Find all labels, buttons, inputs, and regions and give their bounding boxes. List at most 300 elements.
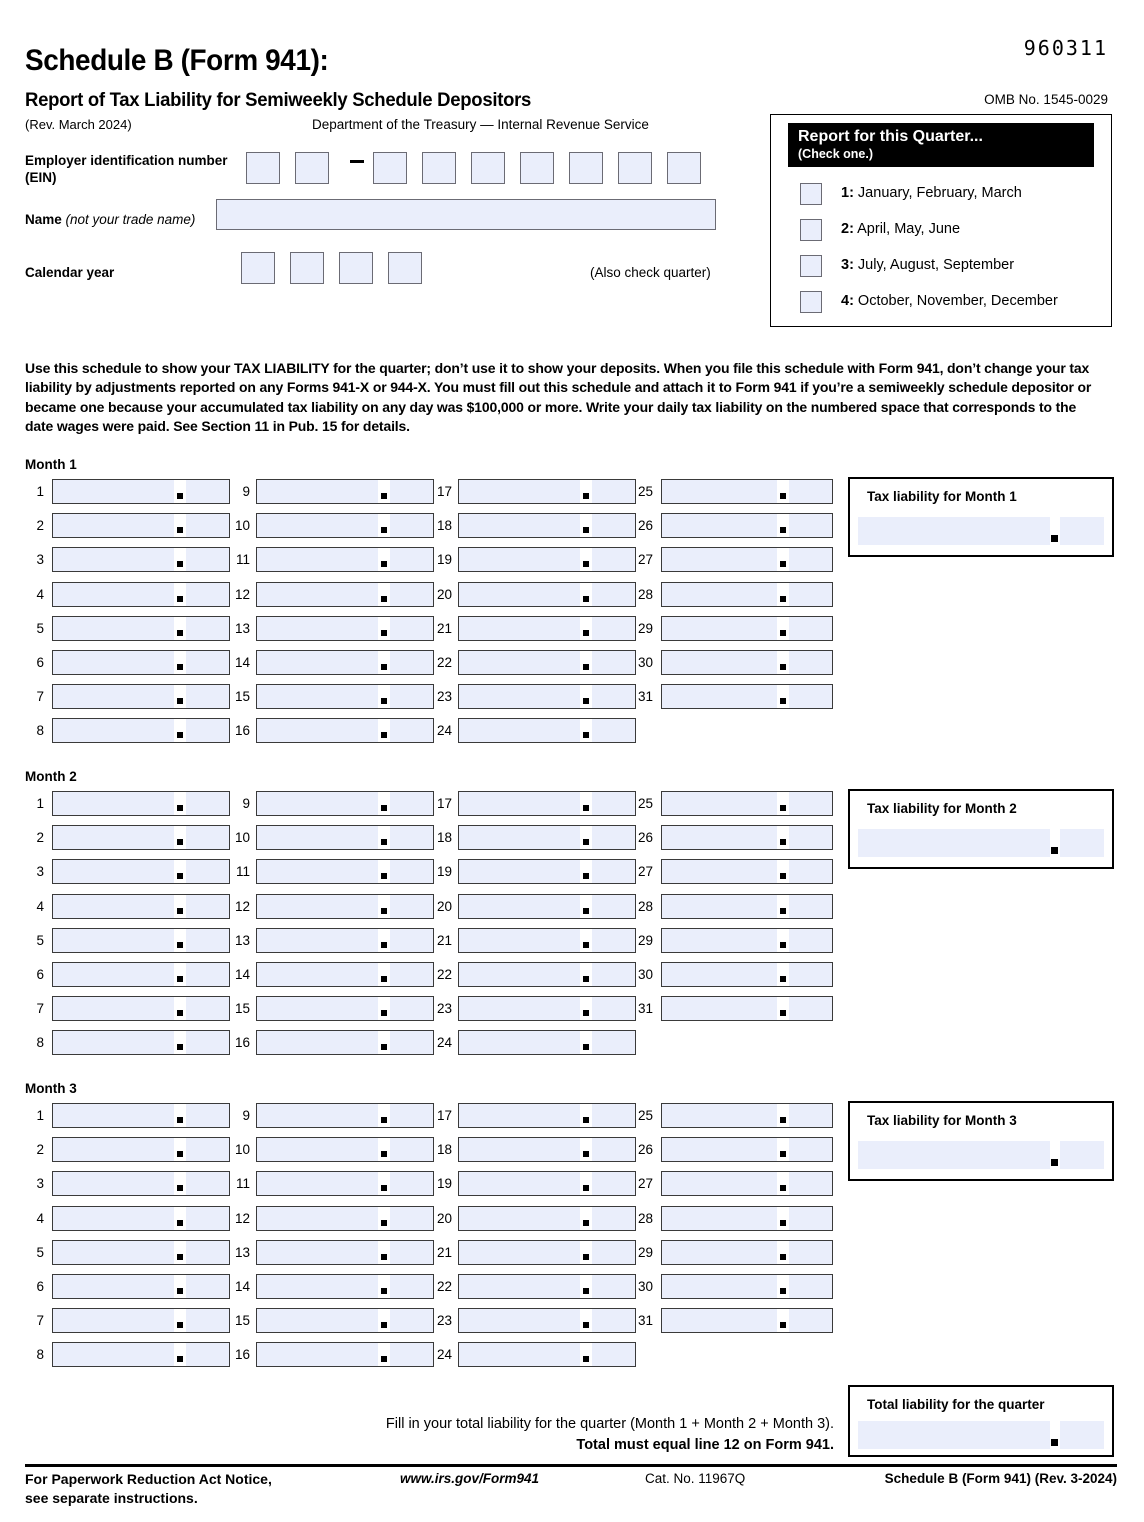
day-amount-input-m2-d22[interactable]: [458, 962, 636, 987]
decimal-gap: [580, 1171, 592, 1196]
decimal-gap: [378, 718, 390, 743]
decimal-gap: [580, 513, 592, 538]
day-number-m3-d2: 2: [36, 1142, 44, 1158]
tax-liability-cents-input-month-3[interactable]: [1060, 1141, 1104, 1169]
day-amount-input-m2-d20[interactable]: [458, 894, 636, 919]
day-amount-input-m2-d18[interactable]: [458, 825, 636, 850]
decimal-gap: [378, 1137, 390, 1162]
quarter-option-3[interactable]: [788, 255, 1098, 279]
decimal-gap: [378, 1030, 390, 1055]
day-number-m2-d26: 26: [637, 830, 653, 846]
decimal-gap: [580, 962, 592, 987]
day-amount-input-m3-d11[interactable]: [256, 1171, 434, 1196]
day-amount-input-m2-d27[interactable]: [661, 859, 833, 884]
decimal-gap: [174, 859, 186, 884]
decimal-gap: [580, 894, 592, 919]
decimal-gap: [580, 1274, 592, 1299]
calendar-year-digit-3[interactable]: [339, 252, 373, 284]
day-number-m3-d15: 15: [234, 1313, 250, 1329]
total-liability-box: [848, 1385, 1114, 1457]
day-number-m3-d19: 19: [436, 1176, 452, 1192]
decimal-point-icon: [780, 1010, 786, 1016]
decimal-gap: [174, 582, 186, 607]
ein-digit-5[interactable]: [471, 152, 505, 184]
day-amount-input-m1-d10[interactable]: [256, 513, 434, 538]
decimal-point-icon: [177, 698, 183, 704]
day-amount-input-m1-d1[interactable]: [52, 479, 230, 504]
decimal-point-icon: [381, 630, 387, 636]
day-amount-input-m1-d13[interactable]: [256, 616, 434, 641]
day-amount-input-m2-d30[interactable]: [661, 962, 833, 987]
decimal-gap: [777, 996, 789, 1021]
day-number-m1-d16: 16: [234, 723, 250, 739]
day-amount-input-m1-d2[interactable]: [52, 513, 230, 538]
name-label-hint: (not your trade name): [65, 212, 196, 227]
quarter-checkbox-4[interactable]: [800, 291, 822, 313]
day-amount-input-m2-d24[interactable]: [458, 1030, 636, 1055]
decimal-gap: [580, 996, 592, 1021]
day-number-m1-d22: 22: [436, 655, 452, 670]
day-amount-input-m1-d15[interactable]: [256, 684, 434, 709]
day-amount-input-m1-d22[interactable]: [458, 650, 636, 675]
day-amount-input-m1-d28[interactable]: [661, 582, 833, 607]
day-amount-input-m2-d11[interactable]: [256, 859, 434, 884]
day-amount-input-m1-d6[interactable]: [52, 650, 230, 675]
day-number-m1-d8: 8: [36, 723, 44, 739]
day-amount-input-m1-d11[interactable]: [256, 547, 434, 572]
decimal-point-icon: [381, 1356, 387, 1362]
day-amount-input-m3-d17[interactable]: [458, 1103, 636, 1128]
decimal-gap: [580, 650, 592, 675]
decimal-point-icon: [583, 493, 589, 499]
quarter-option-label-2: 2: April, May, June: [841, 221, 961, 237]
decimal-gap: [777, 1240, 789, 1265]
day-amount-input-m2-d23[interactable]: [458, 996, 636, 1021]
day-amount-input-m3-d9[interactable]: [256, 1103, 434, 1128]
decimal-point-icon: [583, 1151, 589, 1157]
decimal-gap: [777, 1206, 789, 1231]
day-number-m2-d28: 28: [637, 898, 653, 914]
day-number-m1-d26: 26: [637, 518, 653, 534]
day-amount-input-m2-d2[interactable]: [52, 825, 230, 850]
decimal-point-icon: [381, 732, 387, 738]
day-amount-input-m3-d3[interactable]: [52, 1171, 230, 1196]
decimal-point-icon: [381, 1185, 387, 1191]
day-amount-input-m2-d17[interactable]: [458, 791, 636, 816]
day-amount-input-m3-d20[interactable]: [458, 1206, 636, 1231]
tax-liability-input-month-2[interactable]: [858, 829, 1050, 857]
ein-digit-8[interactable]: [618, 152, 652, 184]
day-number-m1-d30: 30: [637, 655, 653, 670]
decimal-gap: [174, 1240, 186, 1265]
decimal-point-icon: [780, 839, 786, 845]
decimal-point-icon: [177, 942, 183, 948]
decimal-point-icon: [381, 1220, 387, 1226]
day-amount-input-m3-d21[interactable]: [458, 1240, 636, 1265]
decimal-gap: [777, 894, 789, 919]
decimal-gap: [777, 513, 789, 538]
decimal-point-icon: [177, 908, 183, 914]
day-number-m3-d13: 13: [234, 1244, 250, 1260]
day-amount-input-m3-d30[interactable]: [661, 1274, 833, 1299]
ein-dash-separator: [350, 160, 364, 163]
day-amount-input-m3-d1[interactable]: [52, 1103, 230, 1128]
decimal-point-icon: [583, 1322, 589, 1328]
day-number-m1-d21: 21: [436, 620, 452, 636]
day-amount-input-m3-d19[interactable]: [458, 1171, 636, 1196]
decimal-gap: [378, 1308, 390, 1333]
day-amount-input-m1-d27[interactable]: [661, 547, 833, 572]
decimal-gap: [174, 962, 186, 987]
decimal-gap: [174, 1103, 186, 1128]
decimal-point-icon: [583, 976, 589, 982]
day-number-m3-d28: 28: [637, 1210, 653, 1226]
quarter-checkbox-3[interactable]: [800, 255, 822, 277]
decimal-point-icon: [583, 1117, 589, 1123]
decimal-gap: [378, 650, 390, 675]
day-amount-input-m3-d6[interactable]: [52, 1274, 230, 1299]
day-amount-input-m3-d25[interactable]: [661, 1103, 833, 1128]
day-amount-input-m1-d30[interactable]: [661, 650, 833, 675]
day-number-m1-d15: 15: [234, 689, 250, 705]
day-number-m3-d17: 17: [436, 1108, 452, 1123]
decimal-point-icon: [381, 1044, 387, 1050]
decimal-gap: [580, 616, 592, 641]
month-label-2: Month 2: [25, 769, 77, 784]
day-amount-input-m3-d28[interactable]: [661, 1206, 833, 1231]
calendar-year-digit-4[interactable]: [388, 252, 422, 284]
day-amount-input-m1-d4[interactable]: [52, 582, 230, 607]
day-amount-input-m2-d14[interactable]: [256, 962, 434, 987]
decimal-point-icon: [583, 561, 589, 567]
decimal-point-icon: [780, 493, 786, 499]
total-liability-decimal-point: [1051, 1439, 1058, 1446]
decimal-point-icon: [381, 1117, 387, 1123]
quarter-option-number-3: 3:: [841, 257, 854, 273]
day-number-m2-d30: 30: [637, 967, 653, 982]
day-amount-input-m1-d24[interactable]: [458, 718, 636, 743]
month-label-3: Month 3: [25, 1081, 77, 1096]
decimal-gap: [174, 1274, 186, 1299]
decimal-gap: [580, 718, 592, 743]
quarter-panel-subheading: (Check one.): [798, 147, 874, 161]
decimal-point-icon: [780, 1288, 786, 1294]
day-number-m1-d18: 18: [436, 518, 452, 534]
decimal-gap: [378, 513, 390, 538]
decimal-gap: [580, 1206, 592, 1231]
paperwork-notice: [25, 1470, 272, 1508]
decimal-gap: [777, 1103, 789, 1128]
decimal-point-icon: [177, 1185, 183, 1191]
day-number-m1-d10: 10: [234, 518, 250, 534]
decimal-point-icon: [780, 596, 786, 602]
day-amount-input-m2-d21[interactable]: [458, 928, 636, 953]
day-number-m2-d19: 19: [436, 864, 452, 880]
decimal-point-icon: [583, 1185, 589, 1191]
day-number-m3-d12: 12: [234, 1210, 250, 1226]
day-amount-input-m3-d5[interactable]: [52, 1240, 230, 1265]
quarter-checkbox-1[interactable]: [800, 183, 822, 205]
day-amount-input-m1-d26[interactable]: [661, 513, 833, 538]
ein-digit-9[interactable]: [667, 152, 701, 184]
day-amount-input-m2-d9[interactable]: [256, 791, 434, 816]
tax-liability-input-month-3[interactable]: [858, 1141, 1050, 1169]
day-amount-input-m2-d16[interactable]: [256, 1030, 434, 1055]
day-number-m1-d23: 23: [436, 689, 452, 705]
decimal-gap: [777, 650, 789, 675]
ein-label-line2: (EIN): [25, 170, 57, 185]
day-number-m2-d3: 3: [36, 864, 44, 880]
day-amount-input-m3-d26[interactable]: [661, 1137, 833, 1162]
ein-digit-2[interactable]: [295, 152, 329, 184]
decimal-point-icon: [177, 664, 183, 670]
quarter-option-4[interactable]: [788, 291, 1098, 315]
tax-liability-label-month-2: Tax liability for Month 2: [867, 801, 1017, 816]
paperwork-notice-line1: For Paperwork Reduction Act Notice,: [25, 1471, 272, 1487]
footer-divider: [25, 1464, 1117, 1467]
day-amount-input-m3-d10[interactable]: [256, 1137, 434, 1162]
decimal-point-icon: [780, 1151, 786, 1157]
decimal-gap: [378, 859, 390, 884]
day-amount-input-m1-d7[interactable]: [52, 684, 230, 709]
day-number-m3-d4: 4: [36, 1210, 44, 1226]
day-amount-input-m1-d12[interactable]: [256, 582, 434, 607]
day-amount-input-m3-d24[interactable]: [458, 1342, 636, 1367]
day-number-m3-d30: 30: [637, 1279, 653, 1294]
decimal-point-icon: [583, 839, 589, 845]
decimal-gap: [580, 582, 592, 607]
decimal-point-icon: [177, 1288, 183, 1294]
day-amount-input-m2-d13[interactable]: [256, 928, 434, 953]
calendar-year-digit-2[interactable]: [290, 252, 324, 284]
total-liability-cents-input[interactable]: [1060, 1421, 1104, 1449]
day-number-m2-d8: 8: [36, 1035, 44, 1051]
day-amount-input-m3-d7[interactable]: [52, 1308, 230, 1333]
irs-url[interactable]: www.irs.gov/Form941: [400, 1471, 540, 1486]
day-amount-input-m3-d27[interactable]: [661, 1171, 833, 1196]
decimal-gap: [174, 791, 186, 816]
day-number-m2-d14: 14: [234, 967, 250, 982]
day-amount-input-m3-d18[interactable]: [458, 1137, 636, 1162]
decimal-point-icon: [583, 527, 589, 533]
day-amount-input-m2-d31[interactable]: [661, 996, 833, 1021]
quarter-option-1[interactable]: [788, 183, 1098, 207]
decimal-gap: [174, 1030, 186, 1055]
day-amount-input-m2-d29[interactable]: [661, 928, 833, 953]
day-number-m3-d31: 31: [637, 1313, 653, 1329]
day-number-m2-d13: 13: [234, 932, 250, 948]
day-amount-input-m2-d5[interactable]: [52, 928, 230, 953]
day-amount-input-m3-d15[interactable]: [256, 1308, 434, 1333]
day-amount-input-m1-d16[interactable]: [256, 718, 434, 743]
quarter-option-number-4: 4:: [841, 293, 854, 309]
day-amount-input-m2-d28[interactable]: [661, 894, 833, 919]
day-amount-input-m2-d15[interactable]: [256, 996, 434, 1021]
day-amount-input-m3-d16[interactable]: [256, 1342, 434, 1367]
decimal-gap: [378, 582, 390, 607]
tax-liability-input-month-1[interactable]: [858, 517, 1050, 545]
ein-digit-4[interactable]: [422, 152, 456, 184]
day-number-m1-d28: 28: [637, 586, 653, 602]
decimal-gap: [580, 1240, 592, 1265]
decimal-gap: [580, 1030, 592, 1055]
day-amount-input-m3-d8[interactable]: [52, 1342, 230, 1367]
day-number-m2-d15: 15: [234, 1001, 250, 1017]
decimal-gap: [174, 616, 186, 641]
day-amount-input-m1-d17[interactable]: [458, 479, 636, 504]
instructions-paragraph: Use this schedule to show your TAX LIABILITY for the quarter; don’t use it to show your deposits. When you file this schedule with Form 941, don’t change your tax liability by adjustments reported on any Forms 941-X or 944-X. You must fill out this schedule and attach it to Form 941 if you’re a semiweekly schedule depositor or became one because your accumulated tax liability on any day was $100,000 or more. Write your daily tax liability on the numbered space that corresponds to the date wages were paid. See Section 11 in Pub. 15 for details.: [25, 361, 1092, 435]
day-number-m3-d16: 16: [234, 1347, 250, 1363]
day-amount-input-m3-d22[interactable]: [458, 1274, 636, 1299]
day-amount-input-m3-d14[interactable]: [256, 1274, 434, 1299]
decimal-point-icon: [583, 942, 589, 948]
decimal-gap: [777, 547, 789, 572]
tax-liability-cents-input-month-2[interactable]: [1060, 829, 1104, 857]
decimal-point-icon: [583, 596, 589, 602]
day-amount-input-m2-d6[interactable]: [52, 962, 230, 987]
decimal-gap: [378, 962, 390, 987]
name-input[interactable]: [216, 199, 716, 230]
day-amount-input-m1-d21[interactable]: [458, 616, 636, 641]
day-number-m2-d17: 17: [436, 796, 452, 811]
day-amount-input-m1-d29[interactable]: [661, 616, 833, 641]
day-amount-input-m1-d9[interactable]: [256, 479, 434, 504]
day-number-m1-d17: 17: [436, 484, 452, 499]
decimal-gap: [174, 547, 186, 572]
day-amount-input-m3-d23[interactable]: [458, 1308, 636, 1333]
day-number-m1-d24: 24: [436, 723, 452, 739]
decimal-point-icon: [780, 908, 786, 914]
decimal-gap: [174, 1342, 186, 1367]
ein-digit-6[interactable]: [520, 152, 554, 184]
decimal-gap: [580, 1103, 592, 1128]
day-amount-input-m1-d8[interactable]: [52, 718, 230, 743]
decimal-gap: [580, 1342, 592, 1367]
day-number-m3-d24: 24: [436, 1347, 452, 1363]
day-amount-input-m1-d23[interactable]: [458, 684, 636, 709]
decimal-point-icon: [780, 664, 786, 670]
day-amount-input-m2-d7[interactable]: [52, 996, 230, 1021]
ein-digit-7[interactable]: [569, 152, 603, 184]
decimal-point-icon: [381, 596, 387, 602]
decimal-point-icon: [177, 561, 183, 567]
decimal-point-icon: [583, 1220, 589, 1226]
day-amount-input-m3-d4[interactable]: [52, 1206, 230, 1231]
page-subtitle: Report of Tax Liability for Semiweekly Schedule Depositors: [25, 89, 532, 111]
decimal-gap: [777, 1274, 789, 1299]
quarter-option-label-1: 1: January, February, March: [841, 185, 1022, 201]
ein-digit-3[interactable]: [373, 152, 407, 184]
calendar-year-digit-1[interactable]: [241, 252, 275, 284]
tax-liability-decimal-point-month-2: [1051, 847, 1058, 854]
day-amount-input-m3-d13[interactable]: [256, 1240, 434, 1265]
day-amount-input-m1-d5[interactable]: [52, 616, 230, 641]
decimal-gap: [378, 1342, 390, 1367]
decimal-gap: [777, 479, 789, 504]
quarter-checkbox-2[interactable]: [800, 219, 822, 241]
day-amount-input-m2-d1[interactable]: [52, 791, 230, 816]
decimal-point-icon: [177, 1254, 183, 1260]
day-amount-input-m2-d8[interactable]: [52, 1030, 230, 1055]
ein-digit-1[interactable]: [246, 152, 280, 184]
decimal-gap: [378, 996, 390, 1021]
day-amount-input-m1-d3[interactable]: [52, 547, 230, 572]
decimal-gap: [378, 825, 390, 850]
decimal-gap: [378, 684, 390, 709]
day-number-m2-d9: 9: [242, 796, 250, 811]
day-number-m1-d19: 19: [436, 552, 452, 568]
decimal-gap: [378, 894, 390, 919]
day-amount-input-m3-d12[interactable]: [256, 1206, 434, 1231]
department-line: Department of the Treasury — Internal Revenue Service: [312, 117, 649, 132]
tax-liability-cents-input-month-1[interactable]: [1060, 517, 1104, 545]
day-amount-input-m2-d12[interactable]: [256, 894, 434, 919]
decimal-point-icon: [583, 732, 589, 738]
day-amount-input-m2-d25[interactable]: [661, 791, 833, 816]
total-liability-input[interactable]: [858, 1421, 1050, 1449]
day-number-m1-d12: 12: [234, 586, 250, 602]
decimal-gap: [580, 547, 592, 572]
day-amount-input-m2-d10[interactable]: [256, 825, 434, 850]
decimal-point-icon: [381, 976, 387, 982]
day-amount-input-m1-d18[interactable]: [458, 513, 636, 538]
decimal-gap: [378, 1103, 390, 1128]
total-liability-label: Total liability for the quarter: [867, 1397, 1045, 1412]
day-amount-input-m3-d2[interactable]: [52, 1137, 230, 1162]
decimal-gap: [777, 684, 789, 709]
day-amount-input-m3-d31[interactable]: [661, 1308, 833, 1333]
day-amount-input-m2-d3[interactable]: [52, 859, 230, 884]
day-number-m2-d24: 24: [436, 1035, 452, 1051]
day-amount-input-m2-d26[interactable]: [661, 825, 833, 850]
decimal-gap: [777, 962, 789, 987]
day-amount-input-m1-d19[interactable]: [458, 547, 636, 572]
day-amount-input-m2-d19[interactable]: [458, 859, 636, 884]
quarter-panel: [770, 114, 1112, 327]
quarter-option-2[interactable]: [788, 219, 1098, 243]
day-number-m3-d11: 11: [235, 1176, 250, 1192]
day-amount-input-m3-d29[interactable]: [661, 1240, 833, 1265]
decimal-gap: [378, 1240, 390, 1265]
day-number-m3-d8: 8: [36, 1347, 44, 1363]
quarter-option-label-3: 3: July, August, September: [841, 257, 1015, 273]
decimal-gap: [378, 616, 390, 641]
day-number-m3-d18: 18: [436, 1142, 452, 1158]
day-amount-input-m2-d4[interactable]: [52, 894, 230, 919]
decimal-point-icon: [583, 630, 589, 636]
total-instruction-line1: Fill in your total liability for the quarter (Month 1 + Month 2 + Month 3).: [385, 1416, 834, 1432]
day-amount-input-m1-d20[interactable]: [458, 582, 636, 607]
day-amount-input-m1-d25[interactable]: [661, 479, 833, 504]
omb-number: OMB No. 1545-0029: [984, 92, 1108, 107]
decimal-point-icon: [583, 1288, 589, 1294]
day-number-m3-d23: 23: [436, 1313, 452, 1329]
decimal-gap: [174, 1308, 186, 1333]
decimal-gap: [174, 1206, 186, 1231]
day-amount-input-m1-d31[interactable]: [661, 684, 833, 709]
calendar-year-label: Calendar year: [25, 265, 115, 280]
day-number-m1-d3: 3: [36, 552, 44, 568]
day-number-m2-d21: 21: [436, 932, 452, 948]
decimal-point-icon: [583, 1010, 589, 1016]
quarter-panel-heading: Report for this Quarter...: [798, 128, 983, 145]
decimal-point-icon: [381, 839, 387, 845]
decimal-gap: [777, 1308, 789, 1333]
day-amount-input-m1-d14[interactable]: [256, 650, 434, 675]
decimal-point-icon: [583, 664, 589, 670]
day-number-m3-d14: 14: [234, 1279, 250, 1294]
decimal-gap: [777, 791, 789, 816]
